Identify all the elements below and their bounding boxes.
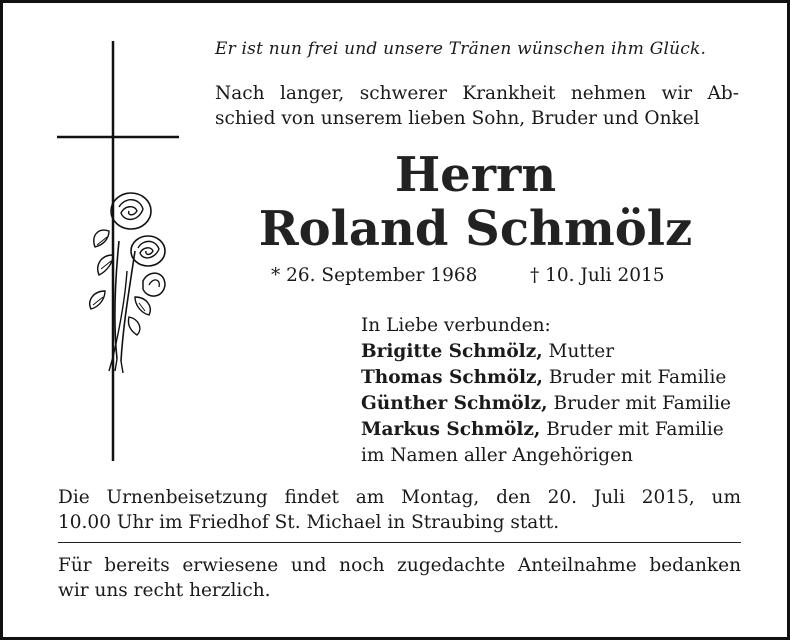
signer-name: Brigitte Schmölz,	[361, 341, 543, 362]
thanks-line-2: wir uns recht herzlich.	[58, 580, 271, 601]
signer-relation: Mutter	[542, 341, 615, 362]
intro-line-1: Nach langer, schwerer Krankheit nehmen wir Ab-	[215, 83, 739, 104]
intro-line-2: schied von unserem lieben Sohn, Bruder und Onkel	[215, 108, 700, 129]
divider-line	[58, 542, 741, 543]
funeral-line-1: Die Urnenbeisetzung findet am Montag, den 20. Juli 2015, um	[58, 487, 741, 508]
signer-name: Markus Schmölz,	[361, 419, 541, 440]
signers-footer: im Namen aller Angehörigen	[361, 445, 633, 466]
motto-line: Er ist nun frei und unsere Tränen wünschen ihm Glück.	[215, 39, 707, 59]
cross-with-roses-icon	[53, 41, 183, 465]
signer-name: Günther Schmölz,	[361, 393, 548, 414]
deceased-name: Roland Schmölz	[258, 201, 693, 257]
birth-date: * 26. September 1968	[271, 265, 478, 286]
funeral-line-2: 10.00 Uhr im Friedhof St. Michael in Straubing statt.	[58, 512, 560, 533]
signer-relation: Bruder mit Familie	[547, 393, 731, 414]
thanks-text	[58, 553, 741, 603]
signer-relation: Bruder mit Familie	[542, 367, 727, 388]
death-date: † 10. Juli 2015	[530, 265, 665, 286]
signers-heading: In Liebe verbunden:	[361, 315, 551, 336]
signer-entry	[361, 339, 751, 365]
funeral-info	[58, 485, 741, 535]
thanks-line-1: Für bereits erwiesene und noch zugedachte Anteilnahme bedanken	[58, 555, 741, 576]
signer-entry	[361, 391, 751, 417]
signer-relation: Bruder mit Familie	[540, 419, 724, 440]
signers-block	[361, 313, 751, 469]
deceased-title: Herrn	[394, 147, 557, 203]
signer-entry	[361, 417, 751, 443]
signer-entry	[361, 365, 751, 391]
signer-name: Thomas Schmölz,	[361, 367, 543, 388]
intro-text	[215, 81, 739, 131]
